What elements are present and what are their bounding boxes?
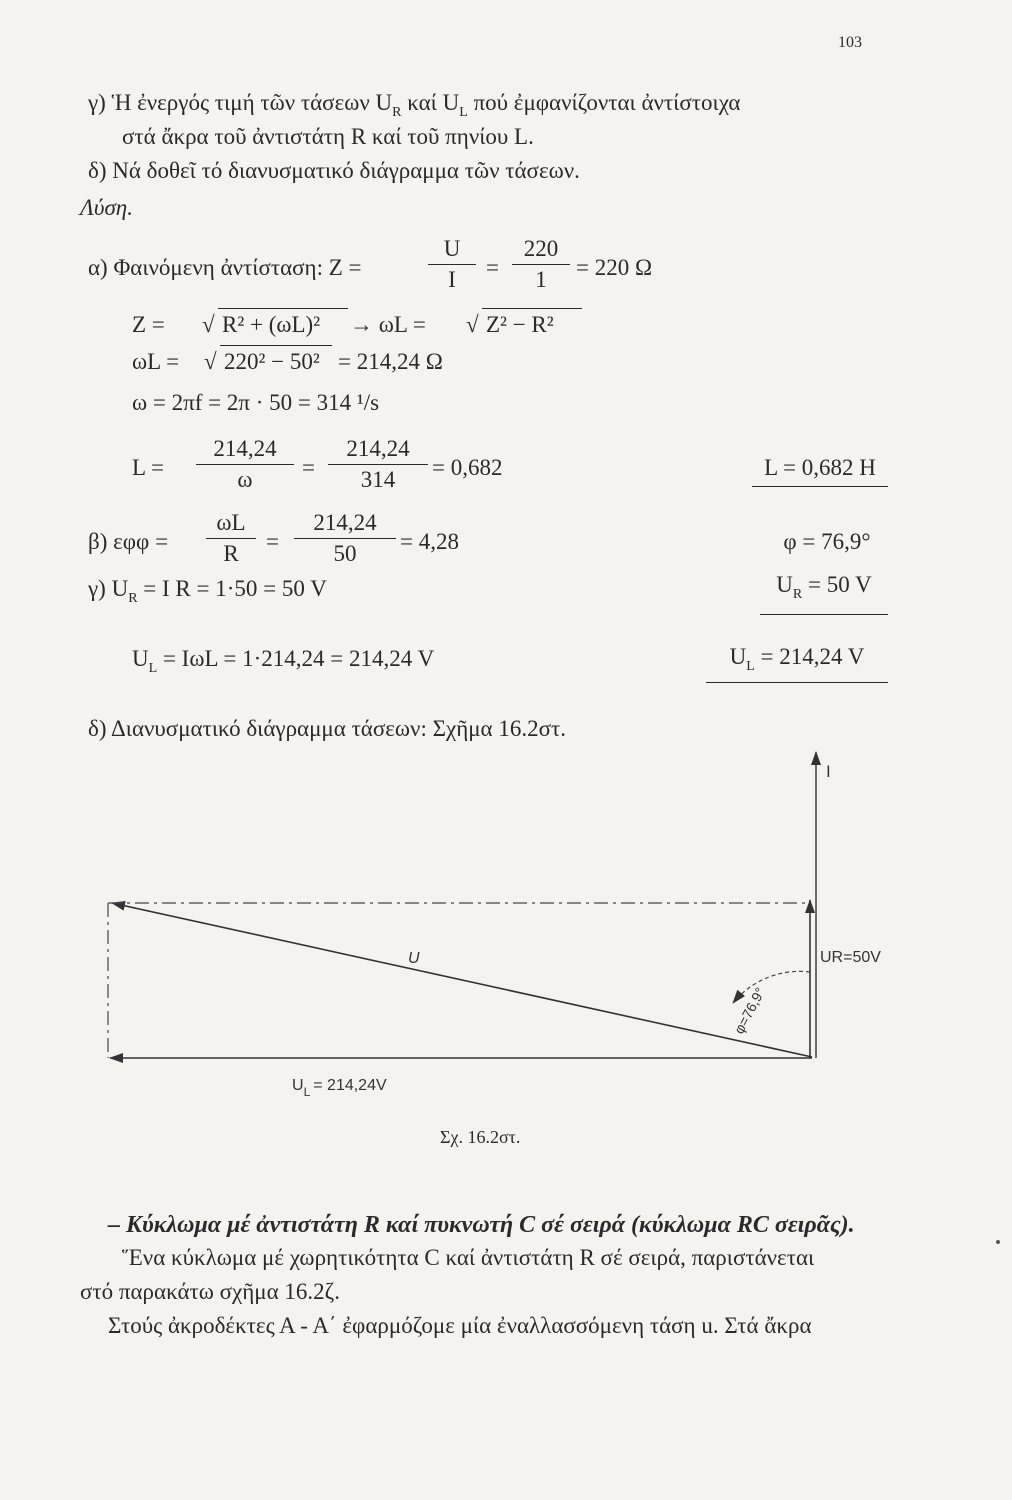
fraction-bar <box>294 538 396 539</box>
question-g-line1 <box>88 90 741 120</box>
denominator: 1 <box>535 267 547 292</box>
text: καί U <box>401 90 460 115</box>
eq-a-frac1 <box>428 236 476 293</box>
denominator: ω <box>237 467 253 492</box>
text: U <box>292 1077 304 1094</box>
subscript: R <box>792 587 803 602</box>
fraction-bar <box>206 538 256 539</box>
eq-g <box>88 576 327 606</box>
subscript: L <box>459 105 468 120</box>
eq-l-eq: = <box>302 455 315 480</box>
fraction-bar <box>512 264 570 265</box>
subscript: L <box>746 659 755 674</box>
section-heading: – Κύκλωμα μέ ἀντιστάτη R καί πυκνωτή C σέ σειρά (κύκλωμα RC σειρᾶς). <box>108 1212 855 1238</box>
fraction-bar <box>196 464 294 465</box>
text: = IωL = 1·214,24 = 214,24 V <box>157 646 435 671</box>
eq-ul <box>132 646 435 676</box>
solution-label: Λύση. <box>80 195 133 220</box>
figure-caption: Σχ. 16.2στ. <box>440 1127 521 1147</box>
eq-b-frac2 <box>294 510 396 567</box>
page-speck <box>996 1240 1000 1244</box>
eq-b-frac1 <box>206 510 256 567</box>
numerator: 220 <box>523 236 559 261</box>
eq-a-label: α) Φαινόμενη ἀντίσταση: Z = <box>88 255 362 280</box>
label-ul <box>292 1077 387 1099</box>
eq-l-left: L = <box>132 455 164 480</box>
numerator: U <box>443 236 461 261</box>
subscript: R <box>392 105 402 120</box>
page-number: 103 <box>838 34 862 51</box>
denominator: R <box>223 541 239 566</box>
denominator: 314 <box>360 467 396 492</box>
numerator: ωL <box>216 510 246 535</box>
numerator: 214,24 <box>313 510 377 535</box>
eq-wl-right: = 214,24 Ω <box>338 349 443 374</box>
eq-l-right: = 0,682 <box>432 455 503 480</box>
eq-b-right: = 4,28 <box>400 529 459 554</box>
label-current: I <box>826 762 831 781</box>
eq-z-sqrt2: Z² − R² <box>486 312 554 337</box>
sqrt-symbol: √ <box>466 312 479 337</box>
text: U <box>729 644 747 669</box>
text: γ) U <box>88 576 129 601</box>
paragraph-line3: Στούς ἀκροδέκτες Α - Α΄ ἐφαρμόζομε μία ἐναλλασσόμενη τάση u. Στά ἄκρα <box>108 1313 812 1338</box>
text: = 214,24V <box>313 1077 387 1094</box>
eq-wl-sqrt: 220² − 50² <box>224 349 320 374</box>
eq-a-frac2 <box>512 236 570 293</box>
question-g-line2: στά ἄκρα τοῦ ἀντιστάτη R καί τοῦ πηνίου L. <box>122 124 534 149</box>
text: πού ἐμφανίζονται ἀντίστοιχα <box>467 90 741 115</box>
result-l: L = 0,682 H <box>764 455 876 480</box>
subscript: L <box>148 661 158 676</box>
result-underline <box>752 486 888 487</box>
result-underline <box>706 682 888 683</box>
eq-l-frac1 <box>196 436 294 493</box>
fraction-bar <box>428 264 476 265</box>
sqrt-bar <box>482 308 582 309</box>
numerator: 214,24 <box>213 436 277 461</box>
eq-b-left: β) εφφ = <box>88 529 169 554</box>
eq-z-arrow: → ωL = <box>350 312 426 337</box>
eq-l-frac2 <box>328 436 428 493</box>
result-underline <box>760 614 888 615</box>
text: U <box>132 646 149 671</box>
sqrt-bar <box>218 308 348 309</box>
text: = 214,24 V <box>754 644 865 669</box>
text: γ) Ἡ ἐνεργός τιμή τῶν τάσεων U <box>88 90 393 115</box>
label-ur: UR=50V <box>820 949 881 966</box>
denominator: 50 <box>333 541 357 566</box>
label-phi: φ=76,9° <box>730 984 769 1037</box>
vector-u <box>112 903 812 1057</box>
sqrt-symbol: √ <box>204 349 217 374</box>
text: = I R = 1·50 = 50 V <box>137 576 327 601</box>
subscript: R <box>128 591 138 606</box>
sqrt-bar <box>220 345 332 346</box>
subscript: L <box>303 1085 311 1099</box>
result-phi: φ = 76,9° <box>783 529 871 554</box>
eq-z-left: Z = <box>132 312 165 337</box>
result-ul <box>706 644 888 674</box>
eq-omega: ω = 2πf = 2π · 50 = 314 ¹/s <box>132 390 380 415</box>
label-u: U <box>408 950 420 967</box>
paragraph-line1: Ἕνα κύκλωμα μέ χωρητικότητα C καί ἀντιστάτη R σέ σειρά, παριστάνεται <box>122 1245 815 1270</box>
eq-wl-left: ωL = <box>132 349 180 374</box>
text: U <box>776 572 793 597</box>
angle-arc <box>733 971 810 1003</box>
result-ur <box>760 572 888 602</box>
text: = 50 V <box>802 572 872 597</box>
eq-z-sqrt1: R² + (ωL)² <box>222 312 321 337</box>
sqrt-symbol: √ <box>202 312 215 337</box>
fraction-bar <box>328 464 428 465</box>
question-d: δ) Νά δοθεῖ τό διανυσματικό διάγραμμα τῶν τάσεων. <box>88 158 580 183</box>
paragraph-line2: στό παρακάτω σχῆμα 16.2ζ. <box>80 1279 340 1304</box>
numerator: 214,24 <box>346 436 410 461</box>
eq-b-eq: = <box>266 529 279 554</box>
eq-a-eq: = <box>486 255 499 280</box>
denominator: I <box>448 267 456 292</box>
eq-d: δ) Διανυσματικό διάγραμμα τάσεων: Σχῆμα 16.2στ. <box>88 716 566 741</box>
vector-diagram <box>0 740 1012 1120</box>
eq-a-result: = 220 Ω <box>576 255 653 280</box>
